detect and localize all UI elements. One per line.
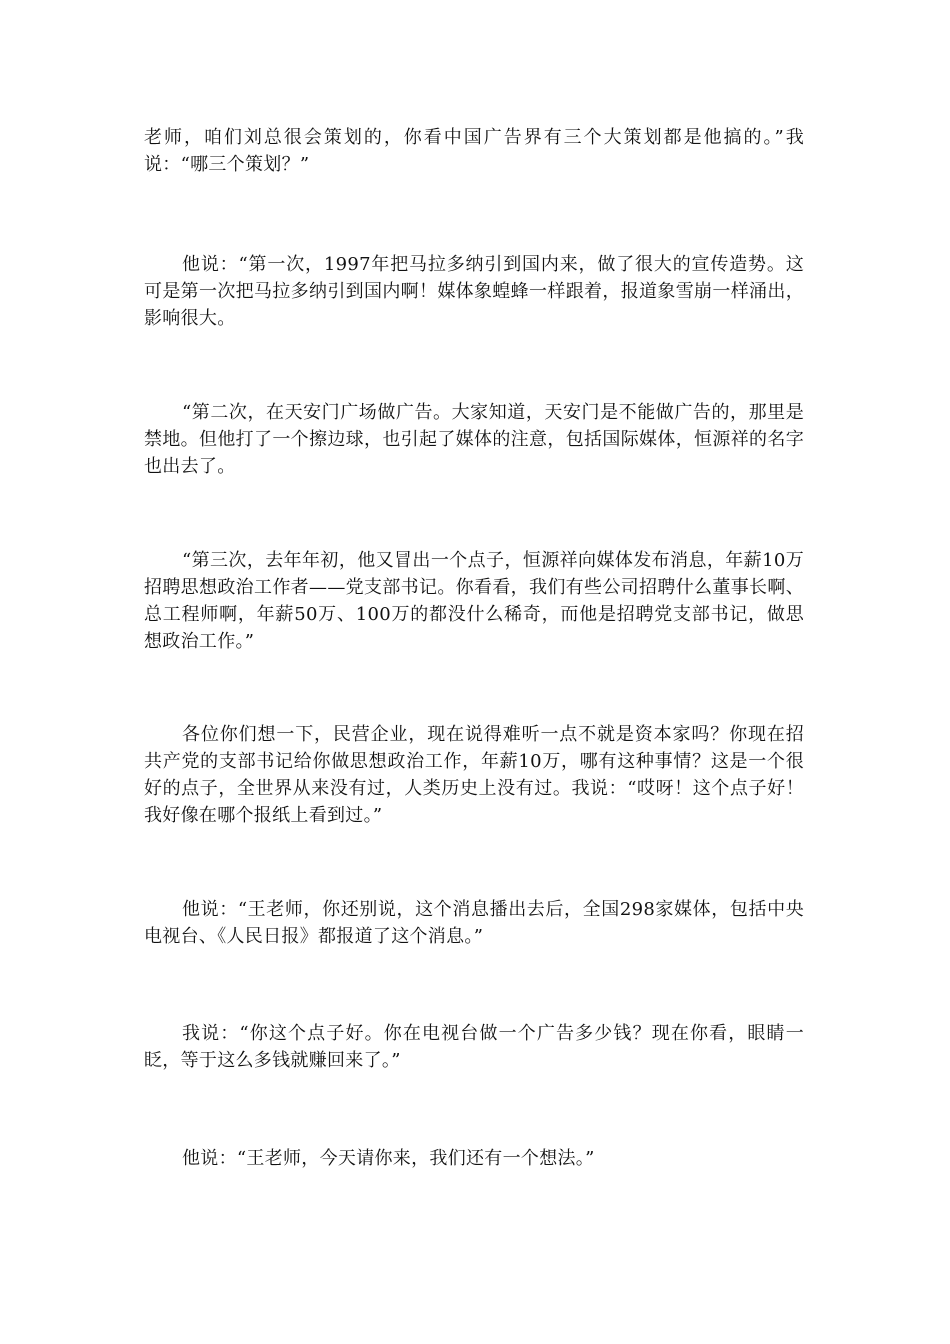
paragraph-4: “第三次，去年年初，他又冒出一个点子，恒源祥向媒体发布消息，年薪10万招聘思想政治工作者——党支部书记。你看看，我们有些公司招聘什么董事长啊、总工程师啊，年薪50万、100万的都没什么稀奇，而他是招聘党支部书记，做思想政治工作。”	[144, 550, 804, 652]
paragraph-1: 老师，咱们刘总很会策划的，你看中国广告界有三个大策划都是他搞的。”我说：“哪三个策划？”	[144, 127, 804, 175]
paragraph-2: 他说：“第一次，1997年把马拉多纳引到国内来，做了很大的宣传造势。这可是第一次把马拉多纳引到国内啊！媒体象蝗蜂一样跟着，报道象雪崩一样涌出，影响很大。	[144, 254, 804, 329]
paragraph-3: “第二次，在天安门广场做广告。大家知道，天安门是不能做广告的，那里是禁地。但他打了一个擦边球，也引起了媒体的注意，包括国际媒体，恒源祥的名字也出去了。	[144, 402, 804, 477]
paragraph-7: 我说：“你这个点子好。你在电视台做一个广告多少钱？现在你看，眼睛一眨，等于这么多钱就赚回来了。”	[144, 1023, 804, 1071]
paragraph-8: 他说：“王老师，今天请你来，我们还有一个想法。”	[182, 1148, 595, 1169]
paragraph-6: 他说：“王老师，你还别说，这个消息播出去后，全国298家媒体，包括中央电视台、《人民日报》都报道了这个消息。”	[144, 899, 804, 947]
paragraph-5: 各位你们想一下，民营企业，现在说得难听一点不就是资本家吗？你现在招共产党的支部书记给你做思想政治工作，年薪10万，哪有这种事情？这是一个很好的点子，全世界从来没有过，人类历史上没有过。我说：“哎呀！这个点子好！我好像在哪个报纸上看到过。”	[144, 724, 804, 826]
